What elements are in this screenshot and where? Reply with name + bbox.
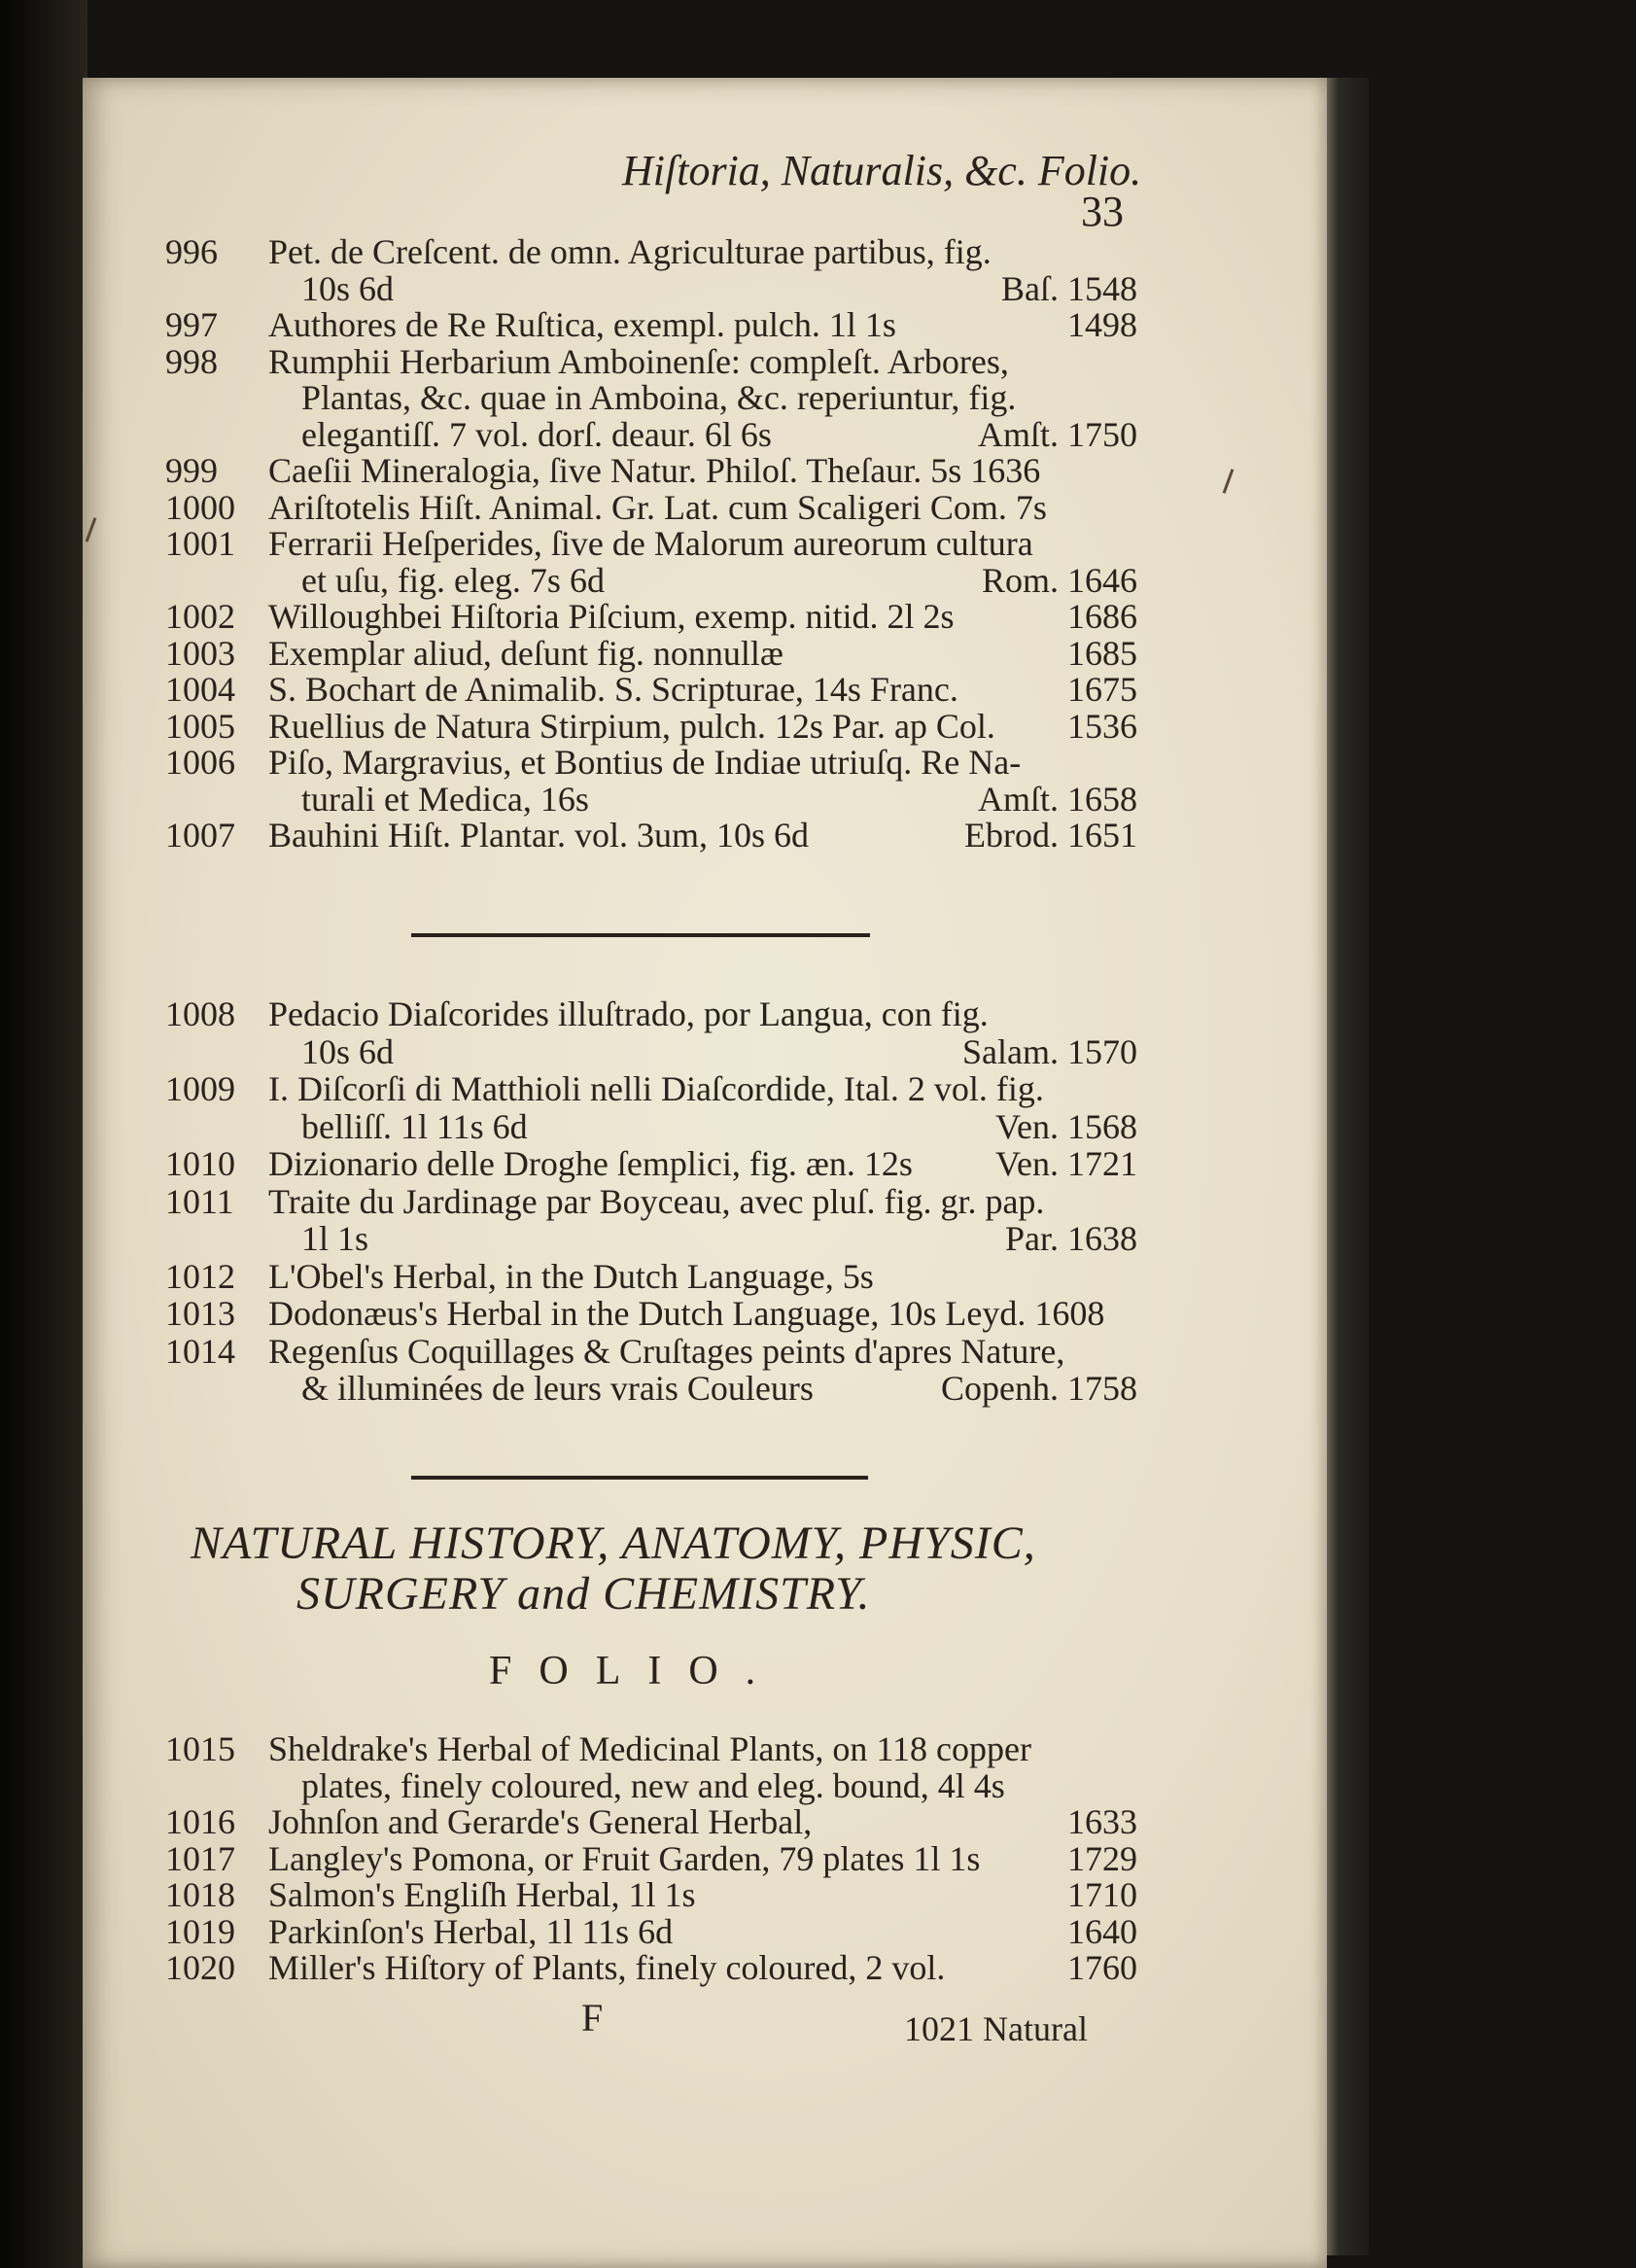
catalogue-line [165, 231, 1137, 272]
entry-number: 1019 [165, 1911, 235, 1951]
entry-text: Miller's Hiſtory of Plants, finely coloured, 2 vol. [268, 1948, 946, 1987]
entry-text: Authores de Re Ruſtica, exempl. pulch. 1l 1s [268, 305, 896, 344]
catalogue-line [165, 742, 1137, 783]
catalogue-line [165, 815, 1137, 855]
entry-text: Bauhini Hiſt. Plantar. vol. 3um, 10s 6d [268, 816, 809, 855]
entry-number: 1007 [165, 816, 235, 855]
catchword: 1021 Natural [904, 2009, 1088, 2048]
entry-imprint: Amſt. 1658 [977, 779, 1137, 819]
entry-number: 1000 [165, 487, 235, 527]
entry-number: 1014 [165, 1331, 235, 1371]
entry-imprint: 1685 [1067, 633, 1137, 673]
catalogue-line [165, 1181, 1137, 1222]
entry-text: 1l 1s [301, 1219, 369, 1258]
entry-imprint: 1633 [1067, 1802, 1137, 1841]
catalogue-line [165, 779, 1137, 820]
entry-number: 1001 [165, 524, 235, 563]
catalogue-line [165, 1143, 1137, 1184]
entry-number: 1008 [165, 994, 235, 1033]
catalogue-line [165, 1368, 1137, 1409]
entry-imprint: 1760 [1067, 1948, 1137, 1987]
entry-number: 1009 [165, 1069, 235, 1108]
entry-text: Regenſus Coquillages & Cruſtages peints d'apres Nature, [268, 1331, 1065, 1371]
entry-text: Parkinſon's Herbal, 1l 11s 6d [268, 1911, 674, 1951]
entry-text: Exemplar aliud, deſunt fig. nonnullæ [268, 633, 783, 673]
entry-number: 1012 [165, 1256, 235, 1296]
catalogue-line [165, 1106, 1137, 1147]
catalogue-line [165, 1911, 1137, 1952]
entry-imprint: 1729 [1067, 1838, 1137, 1878]
folio-heading: FOLIO. [489, 1649, 783, 1693]
entry-number: 1015 [165, 1729, 235, 1768]
entry-number: 1017 [165, 1838, 235, 1878]
catalogue-line [165, 1765, 1137, 1806]
entry-imprint: Salam. 1570 [962, 1031, 1137, 1071]
catalogue-line [165, 268, 1137, 309]
entry-number: 1004 [165, 670, 235, 709]
entry-text: Salmon's Engliſh Herbal, 1l 1s [268, 1875, 696, 1914]
entry-text: Pet. de Creſcent. de omn. Agriculturae partibus, fig. [268, 232, 992, 271]
catalogue-line [165, 1256, 1137, 1297]
entry-text: L'Obel's Herbal, in the Dutch Language, 5s [268, 1256, 874, 1296]
entry-text: Traite du Jardinage par Boyceau, avec pluſ. fig. gr. pap. [268, 1181, 1045, 1221]
catalogue-line [165, 304, 1137, 345]
entry-number: 1010 [165, 1144, 235, 1183]
entry-text: Ferrarii Heſperides, ſive de Malorum aureorum cultura [268, 524, 1033, 563]
catalogue-line [165, 560, 1137, 601]
entry-text: Ruellius de Natura Stirpium, pulch. 12s Par. ap Col. [268, 706, 995, 746]
entry-text: belliſſ. 1l 11s 6d [301, 1106, 528, 1146]
entry-number: 1020 [165, 1948, 235, 1987]
catalogue-line [165, 669, 1137, 710]
entry-text: Dizionario delle Droghe ſemplici, fig. æn. 12s [268, 1144, 913, 1183]
catalogue-line [165, 377, 1137, 418]
catalogue-line [165, 1218, 1137, 1259]
catalogue-line [165, 1331, 1137, 1372]
entry-text: Johnſon and Gerarde's General Herbal, [268, 1802, 813, 1841]
entry-number: 997 [165, 305, 218, 344]
entry-number: 999 [165, 451, 218, 490]
catalogue-line [165, 450, 1137, 491]
entry-imprint: 1675 [1067, 670, 1137, 709]
running-head: Hiſtoria, Naturalis, &c. Folio. [622, 147, 1142, 194]
entry-imprint: Rom. 1646 [981, 560, 1137, 600]
section-rule-1 [411, 933, 870, 937]
entry-text: Willoughbei Hiſtoria Piſcium, exemp. nitid. 2l 2s [268, 597, 955, 636]
catalogue-line [165, 1728, 1137, 1769]
catalogue-line [165, 1838, 1137, 1879]
entry-text: elegantiſſ. 7 vol. dorſ. deaur. 6l 6s [301, 414, 772, 454]
entry-text: et uſu, fig. eleg. 7s 6d [301, 560, 605, 600]
catalogue-line [165, 341, 1137, 382]
catalogue-line [165, 1801, 1137, 1842]
entry-imprint: Ven. 1568 [995, 1106, 1137, 1146]
entry-text: S. Bochart de Animalib. S. Scripturae, 14s Franc. [268, 670, 958, 709]
entry-imprint: Copenh. 1758 [941, 1369, 1137, 1408]
catalogue-line [165, 523, 1137, 564]
entry-number: 1013 [165, 1294, 235, 1333]
entry-text: Sheldrake's Herbal of Medicinal Plants, on 118 copper [268, 1729, 1031, 1768]
entry-text: Plantas, &c. quae in Amboina, &c. reperiuntur, fig. [301, 378, 1017, 417]
catalogue-line [165, 1947, 1137, 1988]
catalogue-line [165, 596, 1137, 637]
background-left [0, 0, 87, 2268]
entry-text: Langley's Pomona, or Fruit Garden, 79 plates 1l 1s [268, 1838, 981, 1878]
entry-number: 1018 [165, 1875, 235, 1914]
entry-text: Piſo, Margravius, et Bontius de Indiae utriuſq. Re Na- [268, 743, 1022, 782]
section-rule-2 [411, 1476, 868, 1480]
catalogue-line [165, 633, 1137, 674]
entry-text: & illuminées de leurs vrais Couleurs [301, 1369, 814, 1408]
entry-text: Rumphii Herbarium Amboinenſe: compleſt. Arbores, [268, 341, 1009, 381]
entry-text: plates, finely coloured, new and eleg. bound, 4l 4s [301, 1765, 1005, 1805]
entry-imprint: 1536 [1067, 706, 1137, 746]
entry-number: 1003 [165, 633, 235, 673]
entry-imprint: 1498 [1067, 305, 1137, 344]
catalogue-line [165, 1293, 1137, 1334]
entry-imprint: 1640 [1067, 1911, 1137, 1951]
entry-number: 1011 [165, 1181, 234, 1221]
catalogue-line [165, 1068, 1137, 1109]
catalogue-line [165, 1031, 1137, 1072]
section-title-line-2: SURGERY and CHEMISTRY. [296, 1568, 871, 1620]
entry-imprint: Ebrod. 1651 [964, 816, 1137, 855]
entry-imprint: Amſt. 1750 [977, 414, 1137, 454]
entry-text: Caeſii Mineralogia, ſive Natur. Philoſ. Theſaur. 5s 1636 [268, 451, 1041, 490]
entry-imprint: 1686 [1067, 597, 1137, 636]
entry-text: Ariſtotelis Hiſt. Animal. Gr. Lat. cum Scaligeri Com. 7s [268, 487, 1047, 527]
catalogue-line [165, 487, 1137, 528]
entry-text: I. Diſcorſi di Matthioli nelli Diaſcordide, Ital. 2 vol. fig. [268, 1069, 1044, 1108]
page-number: 33 [1081, 188, 1124, 235]
entry-number: 1005 [165, 706, 235, 746]
catalogue-line [165, 1874, 1137, 1915]
entry-number: 1002 [165, 597, 235, 636]
entry-number: 1016 [165, 1802, 235, 1841]
entry-text: turali et Medica, 16s [301, 779, 589, 819]
catalogue-line [165, 994, 1137, 1034]
catalogue-line [165, 414, 1137, 455]
entry-imprint: 1710 [1067, 1875, 1137, 1914]
entry-number: 1006 [165, 743, 235, 782]
entry-number: 996 [165, 232, 218, 271]
entry-text: Dodonæus's Herbal in the Dutch Language, 10s Leyd. 1608 [268, 1294, 1105, 1333]
entry-imprint: Ven. 1721 [995, 1144, 1137, 1183]
catalogue-line [165, 706, 1137, 747]
entry-text: 10s 6d [301, 1031, 395, 1071]
entry-text: Pedacio Diaſcorides illuſtrado, por Langua, con fig. [268, 994, 989, 1033]
entry-imprint: Par. 1638 [1004, 1219, 1137, 1258]
signature-mark: F [581, 1996, 604, 2040]
entry-number: 998 [165, 341, 218, 381]
entry-imprint: Baſ. 1548 [1001, 268, 1137, 308]
entry-text: 10s 6d [301, 268, 395, 308]
section-title-line-1: NATURAL HISTORY, ANATOMY, PHYSIC, [191, 1518, 1036, 1569]
